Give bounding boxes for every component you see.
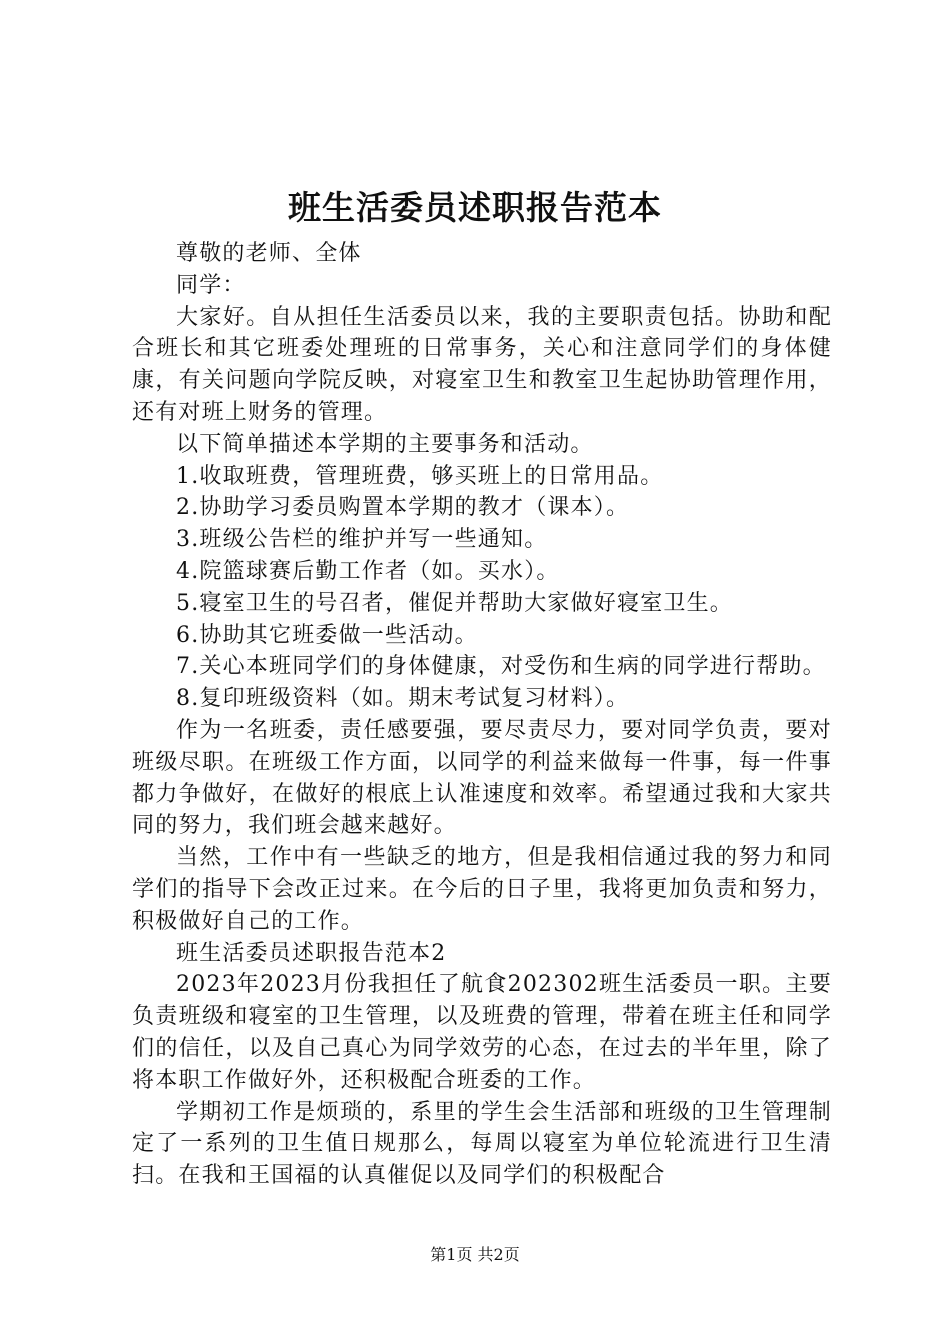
- page-footer: 第1页 共2页: [430, 1245, 520, 1264]
- paragraph: 2023年2023月份我担任了航食202302班生活委员一职。主要负责班级和寝室的卫生管理，以及班费的管理，带着在班主任和同学们的信任，以及自己真心为同学效劳的心态，在过去的半年里，除了将本职工作做好外，还积极配合班委的工作。: [132, 972, 832, 1093]
- list-item: 4.院篮球赛后勤工作者（如。买水）。: [176, 558, 560, 584]
- paragraph: 作为一名班委，责任感要强，要尽责尽力，要对同学负责，要对班级尽职。在班级工作方面，以同学的利益来做每一件事，每一件事都力争做好，在做好的根底上认准速度和效率。希望通过我和大家共同的努力，我们班会越来越好。: [132, 717, 832, 839]
- list-item: 8.复印班级资料（如。期末考试复习材料）。: [176, 686, 630, 712]
- list-item: 6.协助其它班委做一些活动。: [176, 622, 478, 648]
- paragraph: 学期初工作是烦琐的，系里的学生会生活部和班级的卫生管理制定了一系列的卫生值日规那么，每周以寝室为单位轮流进行卫生清扫。在我和王国福的认真催促以及同学们的积极配合: [132, 1099, 832, 1189]
- list-item: 3.班级公告栏的维护并写一些通知。: [176, 527, 548, 553]
- paragraph: 以下简单描述本学期的主要事务和活动。: [176, 431, 594, 457]
- list-item: 5.寝室卫生的号召者，催促并帮助大家做好寝室卫生。: [176, 590, 733, 616]
- paragraph: 同学：: [176, 272, 246, 298]
- paragraph: 大家好。自从担任生活委员以来，我的主要职责包括。协助和配合班长和其它班委处理班的日常事务，关心和注意同学们的身体健康，有关问题向学院反映，对寝室卫生和教室卫生起协助管理作用，还有对班上财务的管理。: [132, 304, 832, 425]
- list-item: 7.关心本班同学们的身体健康，对受伤和生病的同学进行帮助。: [176, 654, 826, 680]
- paragraph: 尊敬的老师、全体: [176, 241, 362, 266]
- paragraph: 当然，工作中有一些缺乏的地方，但是我相信通过我的努力和同学们的指导下会改正过来。在今后的日子里，我将更加负责和努力，积极做好自己的工作。: [132, 845, 832, 934]
- document-title: 班生活委员述职报告范本: [288, 188, 662, 227]
- list-item: 1.收取班费，管理班费，够买班上的日常用品。: [176, 463, 664, 489]
- list-item: 2.协助学习委员购置本学期的教才（课本）。: [176, 495, 630, 521]
- section-heading: 班生活委员述职报告范本2: [176, 940, 447, 966]
- document-body: [132, 238, 832, 1192]
